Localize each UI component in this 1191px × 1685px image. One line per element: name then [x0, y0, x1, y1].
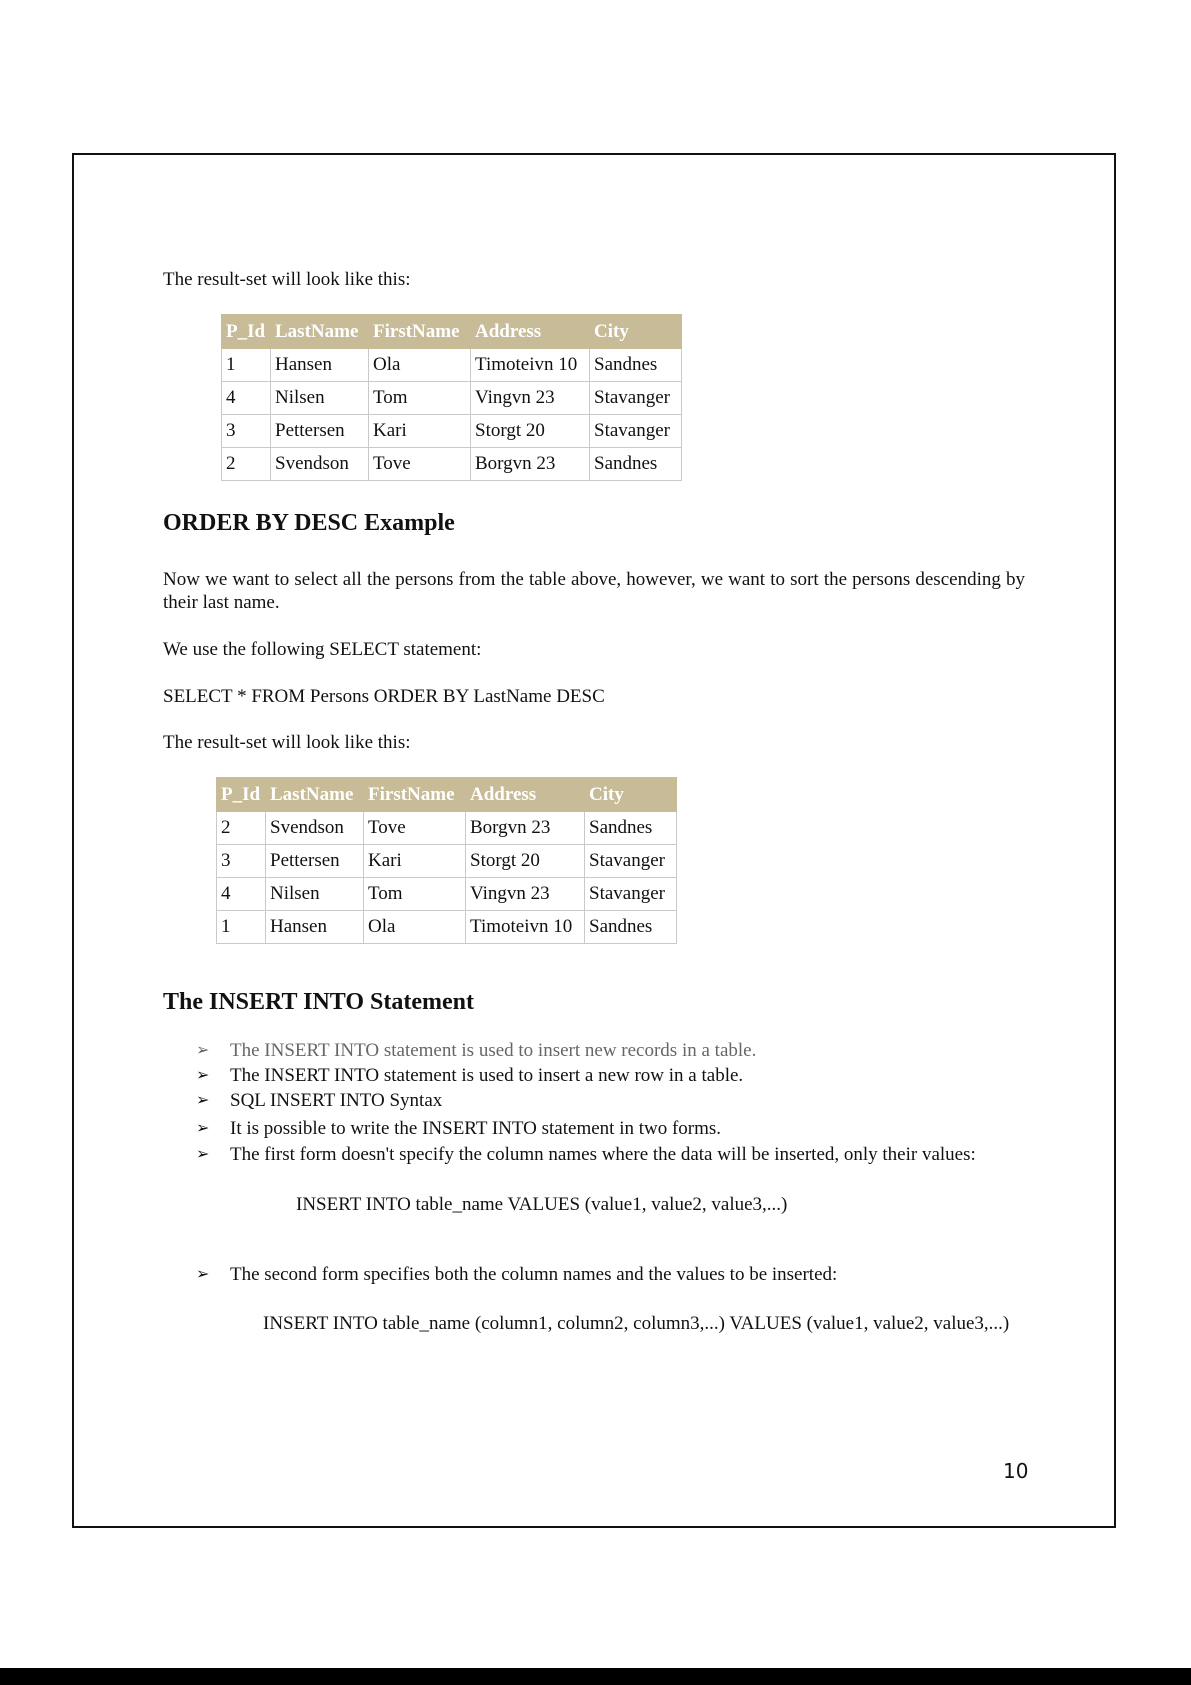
- bottom-bar: [0, 1668, 1191, 1685]
- table-cell: 3: [222, 415, 271, 448]
- table-cell: 3: [217, 845, 266, 878]
- result-table-ascending: [221, 314, 682, 481]
- list-item: ➢ The INSERT INTO statement is used to insert new records in a table.: [196, 1040, 757, 1061]
- arrowhead-bullet-icon: ➢: [196, 1040, 210, 1059]
- result-table-descending: [216, 777, 677, 944]
- table-cell: Storgt 20: [466, 845, 585, 878]
- table-cell: Svendson: [266, 812, 364, 845]
- table-row: [217, 911, 677, 944]
- table-cell: Vingvn 23: [471, 382, 590, 415]
- table-cell: Tom: [369, 382, 471, 415]
- table-cell: Stavanger: [585, 878, 677, 911]
- column-header: City: [590, 315, 682, 349]
- arrowhead-bullet-icon: ➢: [196, 1065, 210, 1084]
- table-cell: Nilsen: [266, 878, 364, 911]
- table-row: [222, 382, 682, 415]
- table-cell: 2: [222, 448, 271, 481]
- table-cell: 4: [222, 382, 271, 415]
- table-cell: Sandnes: [585, 812, 677, 845]
- table-cell: Storgt 20: [471, 415, 590, 448]
- table-cell: 1: [217, 911, 266, 944]
- table-cell: Hansen: [271, 349, 369, 382]
- table-cell: Pettersen: [266, 845, 364, 878]
- order-by-desc-heading: ORDER BY DESC Example: [163, 510, 455, 536]
- list-item: ➢ It is possible to write the INSERT INTO statement in two forms.: [196, 1118, 722, 1139]
- table-cell: Sandnes: [590, 448, 682, 481]
- table-cell: Timoteivn 10: [471, 349, 590, 382]
- result-set-intro: The result-set will look like this:: [163, 269, 411, 290]
- table-cell: Stavanger: [590, 382, 682, 415]
- table-cell: Borgvn 23: [471, 448, 590, 481]
- table-row: [217, 845, 677, 878]
- column-header: P_Id: [217, 778, 266, 812]
- insert-into-second-bullet: [196, 1264, 1056, 1286]
- table-row: [217, 812, 677, 845]
- page-number: 10: [1003, 1459, 1029, 1483]
- table-cell: Kari: [364, 845, 466, 878]
- list-item: ➢ SQL INSERT INTO Syntax: [196, 1090, 443, 1111]
- insert-into-bullet-list: [196, 1040, 1056, 1169]
- list-item: ➢ The first form doesn't specify the column names where the data will be inserted, only their values:: [196, 1144, 976, 1165]
- table-row: [217, 878, 677, 911]
- column-header: Address: [471, 315, 590, 349]
- order-by-desc-paragraph: Now we want to select all the persons from the table above, however, we want to sort the persons descending by their last name.: [163, 569, 1025, 613]
- column-header: P_Id: [222, 315, 271, 349]
- table-row: [222, 448, 682, 481]
- table-cell: Ola: [364, 911, 466, 944]
- table-header-row: [217, 778, 677, 812]
- column-header: Address: [466, 778, 585, 812]
- table-cell: Nilsen: [271, 382, 369, 415]
- arrowhead-bullet-icon: ➢: [196, 1118, 210, 1137]
- column-header: LastName: [266, 778, 364, 812]
- table-cell: Borgvn 23: [466, 812, 585, 845]
- column-header: FirstName: [369, 315, 471, 349]
- table-cell: Vingvn 23: [466, 878, 585, 911]
- table-cell: 2: [217, 812, 266, 845]
- table-cell: Tove: [369, 448, 471, 481]
- arrowhead-bullet-icon: ➢: [196, 1090, 210, 1109]
- table-cell: Pettersen: [271, 415, 369, 448]
- table-cell: 1: [222, 349, 271, 382]
- table-cell: Timoteivn 10: [466, 911, 585, 944]
- table-cell: Stavanger: [585, 845, 677, 878]
- table-cell: Sandnes: [590, 349, 682, 382]
- sql-select-statement: SELECT * FROM Persons ORDER BY LastName DESC: [163, 686, 605, 707]
- arrowhead-bullet-icon: ➢: [196, 1264, 210, 1283]
- table-cell: Ola: [369, 349, 471, 382]
- table-cell: Tom: [364, 878, 466, 911]
- table-cell: Stavanger: [590, 415, 682, 448]
- column-header: City: [585, 778, 677, 812]
- table-row: [222, 349, 682, 382]
- insert-syntax-form-one: INSERT INTO table_name VALUES (value1, value2, value3,...): [296, 1194, 788, 1215]
- table-cell: Kari: [369, 415, 471, 448]
- result-set-intro-2: The result-set will look like this:: [163, 732, 411, 753]
- table-row: [222, 415, 682, 448]
- arrowhead-bullet-icon: ➢: [196, 1144, 210, 1163]
- column-header: LastName: [271, 315, 369, 349]
- list-item: ➢ The second form specifies both the column names and the values to be inserted:: [196, 1264, 838, 1285]
- table-header-row: [222, 315, 682, 349]
- insert-syntax-form-two: INSERT INTO table_name (column1, column2, column3,...) VALUES (value1, value2, value3,...): [263, 1313, 1010, 1334]
- table-cell: Sandnes: [585, 911, 677, 944]
- table-cell: Tove: [364, 812, 466, 845]
- table-cell: 4: [217, 878, 266, 911]
- column-header: FirstName: [364, 778, 466, 812]
- table-cell: Svendson: [271, 448, 369, 481]
- table-cell: Hansen: [266, 911, 364, 944]
- insert-into-heading: The INSERT INTO Statement: [163, 989, 474, 1015]
- list-item: ➢ The INSERT INTO statement is used to insert a new row in a table.: [196, 1065, 744, 1086]
- select-statement-intro: We use the following SELECT statement:: [163, 639, 482, 660]
